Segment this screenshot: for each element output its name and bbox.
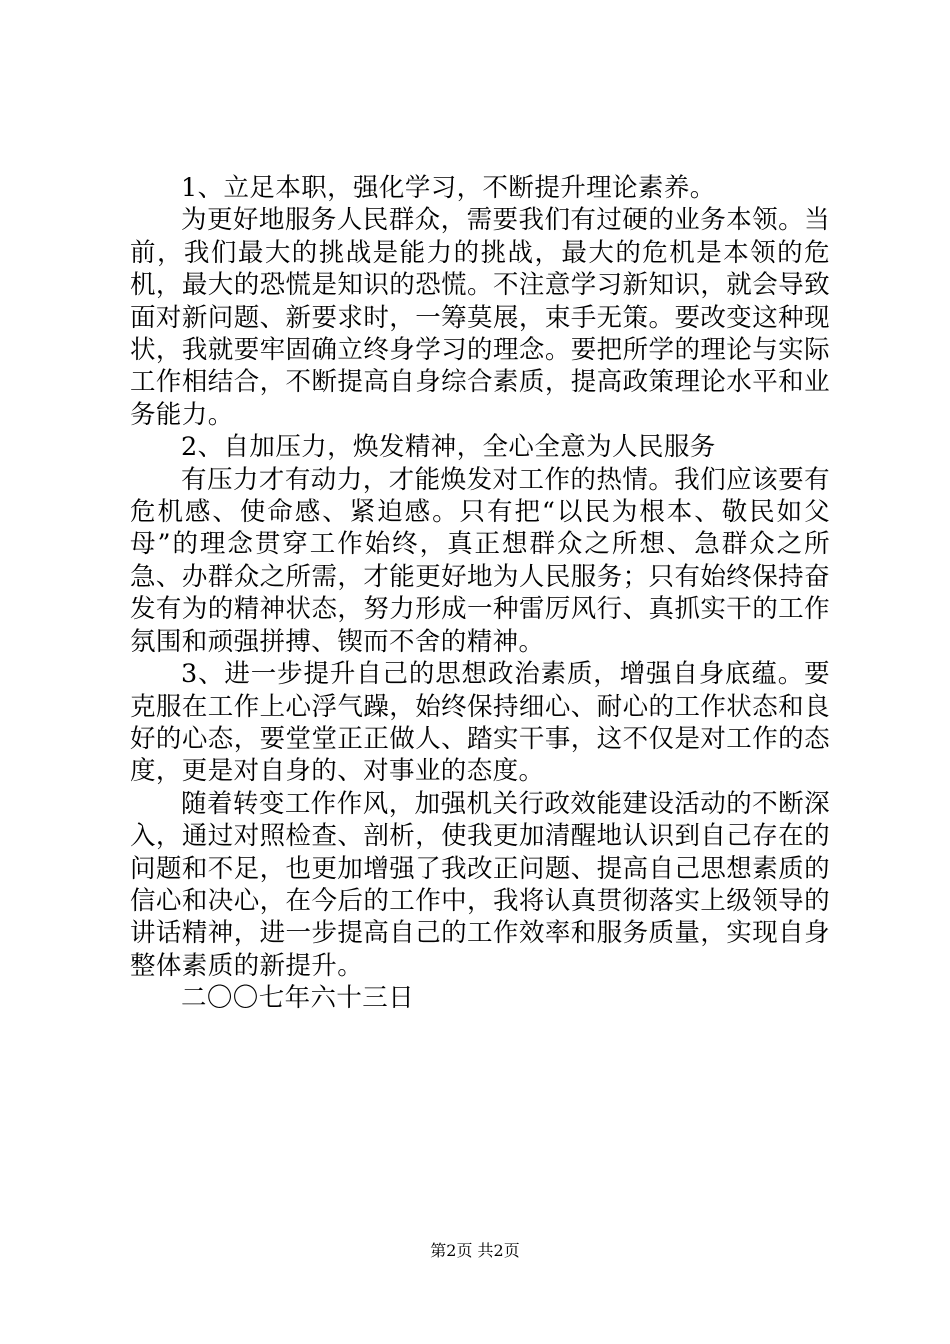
paragraph-4: 随着转变工作作风，加强机关行政效能建设活动的不断深入，通过对照检查、剖析，使我更加清醒地认识到自己存在的问题和不足，也更加增强了我改正问题、提高自己思想素质的信心和决心，在今后的工作中，我将认真贯彻落实上级领导的讲话精神，进一步提高自己的工作效率和服务质量，实现自身整体素质的新提升。 — [130, 788, 830, 981]
heading-2: 2、自加压力，焕发精神，全心全意为人民服务 — [181, 432, 716, 463]
page-footer — [0, 1241, 950, 1261]
date-line: 二〇〇七年六十三日 — [181, 983, 415, 1014]
paragraph-2: 有压力才有动力，才能焕发对工作的热情。我们应该要有危机感、使命感、紧迫感。只有把“以民为根本、敬民如父母”的理念贯穿工作始终，真正想群众之所想、急群众之所急、办群众之所需，才能更好地为人民服务；只有始终保持奋发有为的精神状态，努力形成一种雷厉风行、真抓实干的工作氛围和顽强拼搏、锲而不舍的精神。 — [130, 464, 830, 657]
heading-1: 1、立足本职，强化学习，不断提升理论素养。 — [181, 173, 716, 203]
document-body — [130, 172, 830, 1015]
paragraph-1: 为更好地服务人民群众，需要我们有过硬的业务本领。当前，我们最大的挑战是能力的挑战，最大的危机是本领的危机，最大的恐慌是知识的恐慌。不注意学习新知识，就会导致面对新问题、新要求时，一筹莫展，束手无策。要改变这种现状，我就要牢固确立终身学习的理念。要把所学的理论与实际工作相结合，不断提高自身综合素质，提高政策理论水平和业务能力。 — [130, 205, 830, 430]
page-number: 第2页 共2页 — [430, 1241, 520, 1260]
paragraph-3: 3、进一步提升自己的思想政治素质，增强自身底蕴。要克服在工作上心浮气躁，始终保持细心、耐心的工作状态和良好的心态，要堂堂正正做人、踏实干事，这不仅是对工作的态度，更是对自身的、对事业的态度。 — [130, 659, 830, 787]
